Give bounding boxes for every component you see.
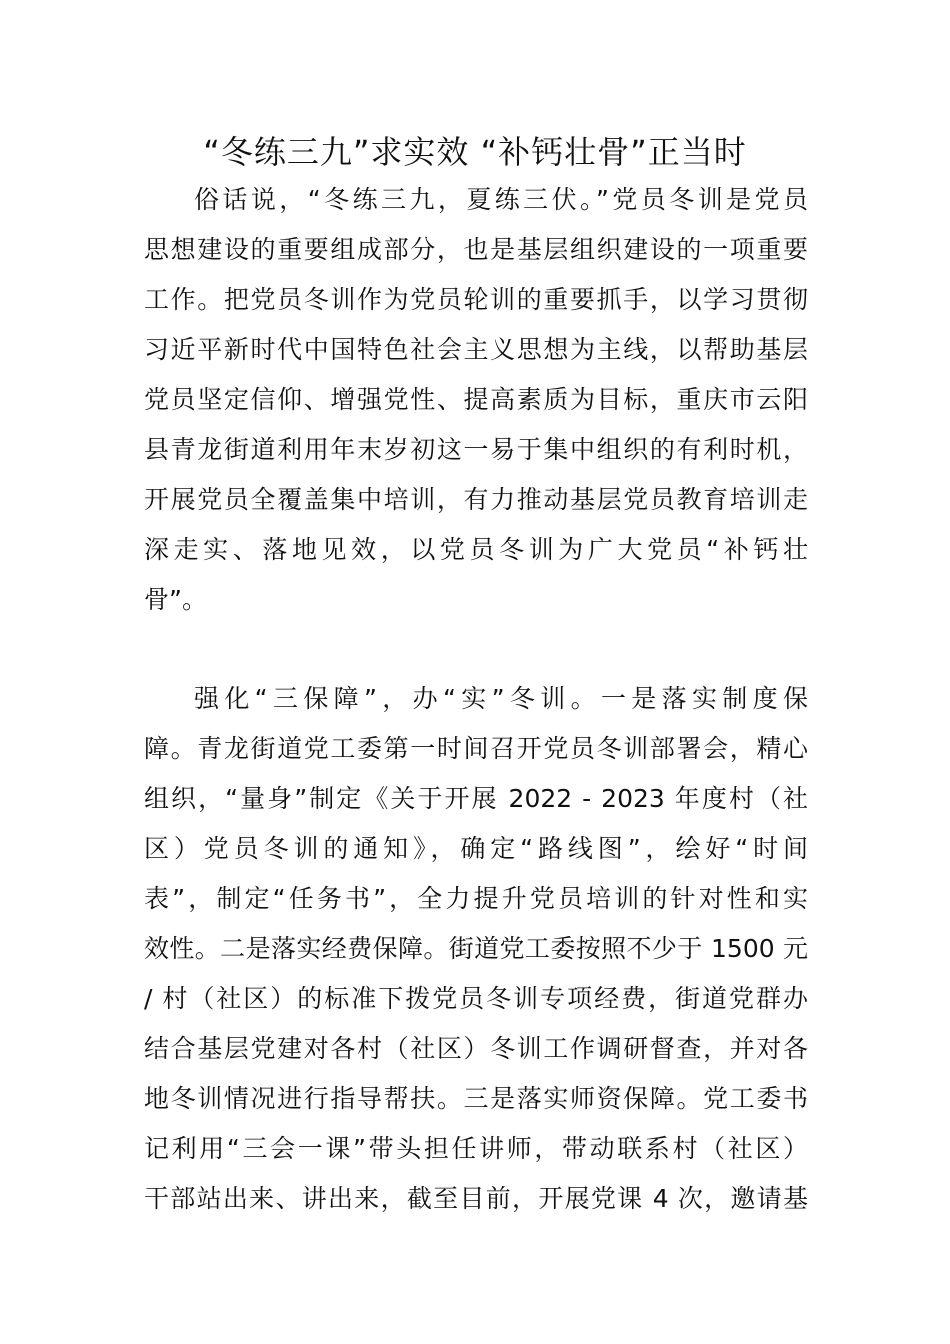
paragraph-line: 结合基层党建对各村（社区）冬训工作调研督查，并对各: [144, 1034, 808, 1063]
paragraph-line: 开展党员全覆盖集中培训，有力推动基层党员教育培训走: [144, 485, 808, 514]
paragraph-1: [144, 175, 808, 625]
paragraph-line: 习近平新时代中国特色社会主义思想为主线，以帮助基层: [144, 335, 808, 364]
paragraph-line: 县青龙街道利用年末岁初这一易于集中组织的有利时机，: [144, 435, 808, 464]
paragraph-line: 党员坚定信仰、增强党性、提高素质为目标，重庆市云阳: [144, 385, 808, 414]
paragraph-line: 强化“三保障”，办“实”冬训。一是落实制度保: [194, 684, 808, 713]
paragraph-line: 记利用“三会一课”带头担任讲师，带动联系村（社区）: [144, 1134, 808, 1163]
paragraph-line: 骨”。: [144, 585, 207, 614]
paragraph-line: 障。青龙街道党工委第一时间召开党员冬训部署会，精心: [144, 734, 808, 763]
paragraph-line: 效性。二是落实经费保障。街道党工委按照不少于 1500 元: [144, 934, 808, 963]
paragraph-line: 思想建设的重要组成部分，也是基层组织建设的一项重要: [144, 235, 808, 264]
paragraph-line: 干部站出来、讲出来，截至目前，开展党课 4 次，邀请基: [144, 1184, 808, 1213]
paragraph-line: 组织，“量身”制定《关于开展 2022 - 2023 年度村（社: [144, 784, 808, 813]
paragraph-line: 表”，制定“任务书”，全力提升党员培训的针对性和实: [144, 884, 808, 913]
paragraph-line: 区）党员冬训的通知》，确定“路线图”，绘好“时间: [144, 834, 808, 863]
paragraph-line: 工作。把党员冬训作为党员轮训的重要抓手，以学习贯彻: [144, 285, 808, 314]
paragraph-line: 俗话说，“冬练三九，夏练三伏。”党员冬训是党员: [194, 185, 808, 214]
paragraph-line: 深走实、落地见效，以党员冬训为广大党员“补钙壮: [144, 535, 808, 564]
paragraph-2: [144, 674, 808, 1224]
paragraph-line: 地冬训情况进行指导帮扶。三是落实师资保障。党工委书: [144, 1084, 808, 1113]
paragraph-line: / 村（社区）的标准下拨党员冬训专项经费，街道党群办: [144, 984, 808, 1013]
document-title: “冬练三九”求实效 “补钙壮骨”正当时: [203, 133, 747, 171]
